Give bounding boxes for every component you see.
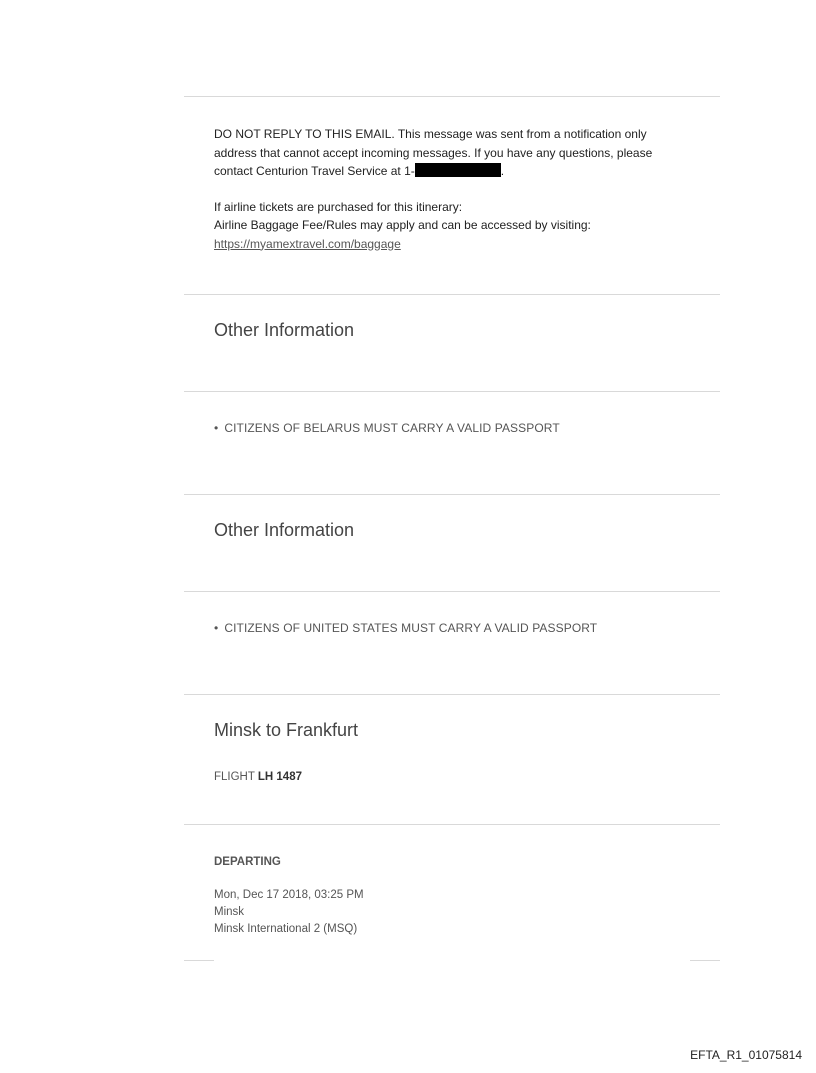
passport-requirement: CITIZENS OF UNITED STATES MUST CARRY A VALID PASSPORT <box>224 621 598 635</box>
departure-details <box>214 887 364 938</box>
section-heading: Other Information <box>214 520 355 540</box>
contact-text: contact Centurion Travel Service at 1- <box>214 164 415 178</box>
notice-line <box>214 162 684 181</box>
departure-airport: Minsk International 2 (MSQ) <box>214 923 358 935</box>
document-id: EFTA_R1_01075814 <box>690 1048 802 1062</box>
divider <box>184 96 720 97</box>
no-reply-notice <box>214 125 684 253</box>
departure-datetime: Mon, Dec 17 2018, 03:25 PM <box>214 889 364 901</box>
notice-line: address that cannot accept incoming messages. If you have any questions, please <box>214 145 653 160</box>
divider <box>184 824 720 825</box>
passport-requirement: CITIZENS OF BELARUS MUST CARRY A VALID PASSPORT <box>224 421 560 435</box>
section-heading: Other Information <box>214 320 355 340</box>
divider <box>184 391 720 392</box>
departure-city: Minsk <box>214 906 245 918</box>
divider <box>184 494 720 495</box>
period: . <box>500 164 505 178</box>
flight-number <box>214 771 302 783</box>
flight-label: FLIGHT <box>214 771 255 783</box>
departing-label: DEPARTING <box>214 856 281 868</box>
divider-stub <box>184 960 214 961</box>
divider <box>184 694 720 695</box>
flight-code: LH 1487 <box>257 771 302 783</box>
divider <box>184 591 720 592</box>
divider <box>184 294 720 295</box>
baggage-intro: If airline tickets are purchased for this itinerary: <box>214 199 463 214</box>
baggage-text: Airline Baggage Fee/Rules may apply and can be accessed by visiting: <box>214 218 591 232</box>
route-title: Minsk to Frankfurt <box>214 720 359 740</box>
bullet-icon: • <box>214 621 219 635</box>
list-item <box>214 621 597 635</box>
redaction-box <box>415 163 501 177</box>
bullet-icon: • <box>214 421 219 435</box>
baggage-link[interactable]: https://myamextravel.com/baggage <box>214 236 401 251</box>
divider-stub <box>690 960 720 961</box>
notice-line: DO NOT REPLY TO THIS EMAIL. This message was sent from a notification only <box>214 127 647 141</box>
list-item <box>214 421 560 435</box>
